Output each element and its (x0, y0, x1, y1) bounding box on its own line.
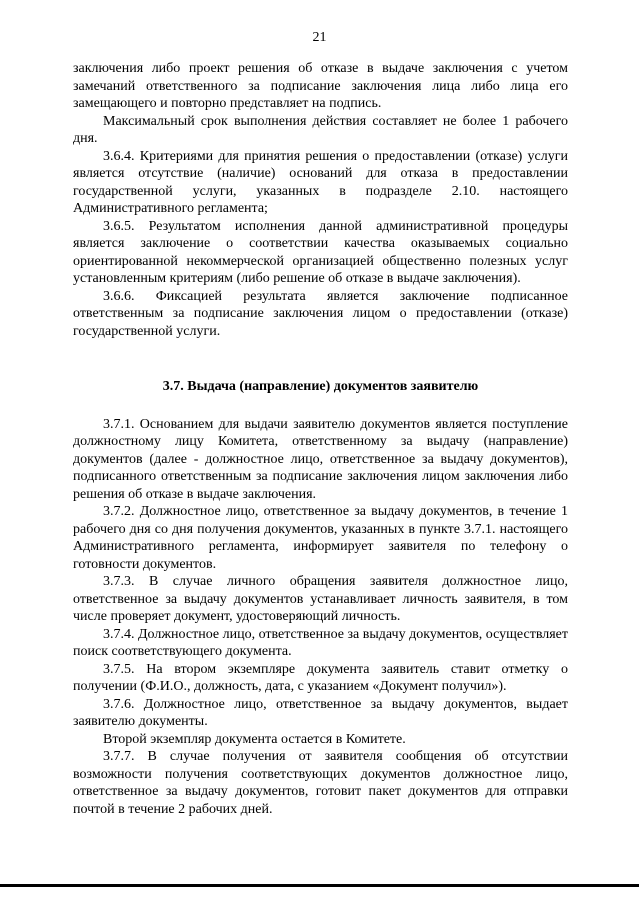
paragraph: Второй экземпляр документа остается в Комитете. (103, 731, 406, 747)
paragraph: 3.7.1. Основанием для выдачи заявителю документов является поступление должностному лицу Комитета, ответственному за выдачу (направление) документов (далее - должностное лицо, ответственное за выдачу документов), подписанного ответственным за подписание заключения лицом заключения либо решения об отказе в выдаче заключения. (73, 416, 568, 502)
paragraph: Максимальный срок выполнения действия составляет не более 1 рабочего дня. (73, 113, 568, 146)
section-3-7-body (73, 416, 568, 819)
paragraph: 3.6.5. Результатом исполнения данной административной процедуры является заключение о соответствии качества оказываемых социально ориентированной некоммерческой организацией общественно полезных услуг установленным критериям (либо решение об отказе в выдаче заключения). (73, 218, 568, 286)
section-3-6-continuation (73, 60, 568, 340)
paragraph: 3.7.7. В случае получения от заявителя сообщения об отсутствии возможности получения соответствующих документов должностное лицо, ответственное за выдачу документов, готовит пакет документов для отправки почтой в течение 2 рабочих дней. (73, 749, 568, 817)
paragraph: заключения либо проект решения об отказе в выдаче заключения с учетом замечаний ответственного за подписание заключения лица либо лица его замещающего и повторно представляет на подпись. (73, 61, 568, 111)
document-body (73, 60, 568, 818)
section-heading: 3.7. Выдача (направление) документов заявителю (162, 379, 479, 394)
paragraph: 3.7.3. В случае личного обращения заявителя должностное лицо, ответственное за выдачу документов устанавливает личность заявителя, в том числе проверяет документ, удостоверяющий личность. (73, 574, 568, 624)
paragraph: 3.6.4. Критериями для принятия решения о предоставлении (отказе) услуги является отсутствие (наличие) оснований для отказа в предоставлении государственной услуги, указанных в подразделе 2.10. настоящего Административного регламента; (73, 148, 568, 216)
paragraph: 3.7.5. На втором экземпляре документа заявитель ставит отметку о получении (Ф.И.О., должность, дата, с указанием «Документ получил»). (73, 661, 568, 694)
page-number: 21 (312, 30, 327, 45)
bottom-rule (0, 884, 639, 887)
paragraph: 3.6.6. Фиксацией результата является заключение подписанное ответственным за подписание заключения лицом о предоставлении (отказе) государственной услуги. (73, 288, 568, 339)
paragraph: 3.7.6. Должностное лицо, ответственное за выдачу документов, выдает заявителю документы. (73, 696, 568, 729)
section-gap (73, 340, 568, 378)
paragraph: 3.7.4. Должностное лицо, ответственное за выдачу документов, осуществляет поиск соответствующего документа. (73, 626, 568, 659)
paragraph: 3.7.2. Должностное лицо, ответственное за выдачу документов, в течение 1 рабочего дня со дня получения документов, указанных в пункте 3.7.1. настоящего Административного регламента, информирует заявителя по телефону о готовности документов. (73, 504, 568, 572)
